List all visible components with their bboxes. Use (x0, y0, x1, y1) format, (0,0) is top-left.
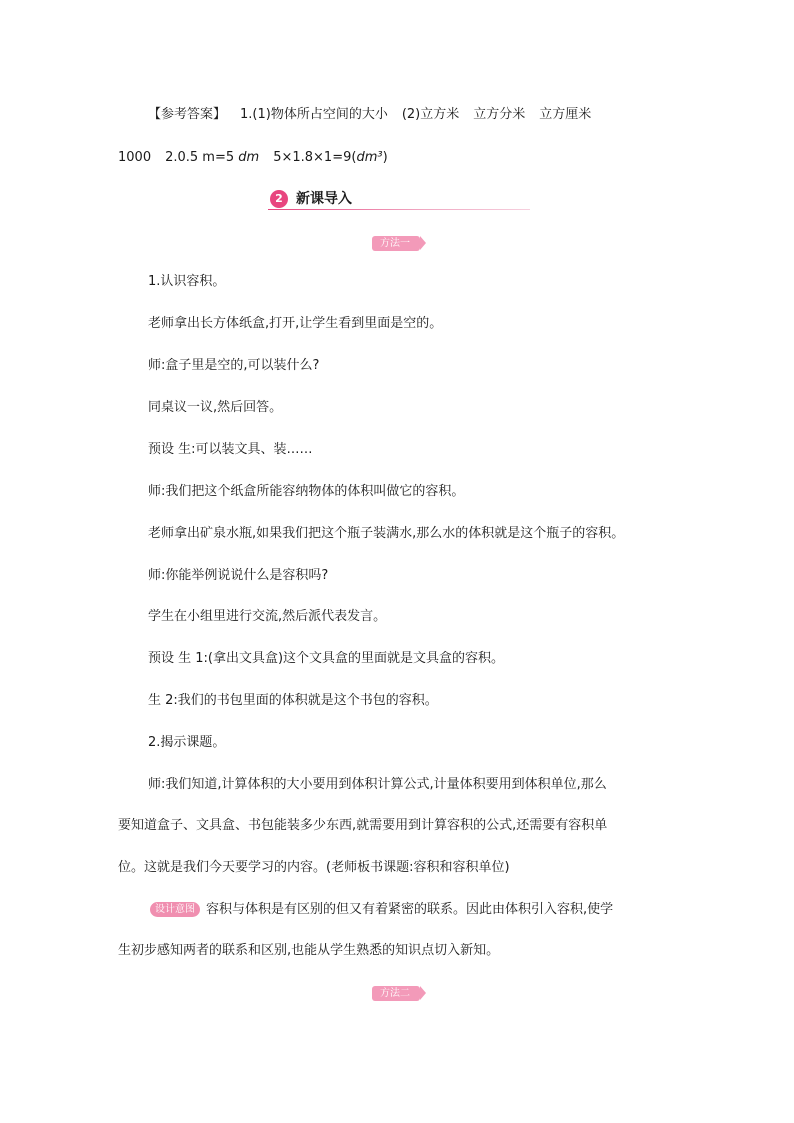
answer-close-paren: ) (382, 150, 388, 165)
answer-unit-dm3: 立方分米 (473, 107, 526, 122)
paragraph: 师:我们知道,计算体积的大小要用到体积计算公式,计量体积要用到体积单位,那么 (148, 777, 607, 792)
paragraph: 位。这就是我们今天要学习的内容。(老师板书课题:容积和容积单位) (118, 860, 510, 875)
paragraph: 1.认识容积。 (148, 274, 226, 289)
section-title: 新课导入 (296, 191, 352, 207)
answer-q1-2: (2)立方米 (401, 107, 460, 122)
paragraph: 生 2:我们的书包里面的体积就是这个书包的容积。 (148, 693, 438, 708)
reference-answer-line-2 (118, 148, 388, 168)
paragraph: 要知道盒子、文具盒、书包能装多少东西,就需要用到计算容积的公式,还需要有容积单 (118, 818, 608, 833)
paragraph: 容积与体积是有区别的但又有着紧密的联系。因此由体积引入容积,使学 (206, 902, 614, 917)
paragraph: 2.揭示课题。 (148, 735, 226, 750)
answer-unit-dm: dm (238, 150, 260, 165)
paragraph: 师:你能举例说说什么是容积吗? (148, 568, 329, 583)
paragraph: 预设 生 1:(拿出文具盒)这个文具盒的里面就是文具盒的容积。 (148, 651, 505, 666)
answer-1000: 1000 (118, 150, 152, 165)
design-intent-tag: 设计意图 (150, 902, 200, 917)
method-two-tag: 方法二 (372, 986, 420, 1001)
paragraph: 师:我们把这个纸盒所能容纳物体的体积叫做它的容积。 (148, 484, 465, 499)
section-divider (268, 209, 530, 210)
reference-answer-line-1 (148, 105, 591, 125)
answer-q1: 1.(1)物体所占空间的大小 (240, 107, 388, 122)
answer-q2-convert: 2.0.5 m=5 (165, 150, 235, 165)
reference-answer-label: 【参考答案】 (148, 107, 227, 122)
paragraph: 预设 生:可以装文具、装…… (148, 442, 313, 457)
answer-q2-volume: 5×1.8×1=9( (273, 150, 357, 165)
paragraph: 师:盒子里是空的,可以装什么? (148, 358, 320, 373)
section-number-badge: 2 (270, 190, 288, 208)
design-intent-line (150, 900, 613, 920)
paragraph: 老师拿出矿泉水瓶,如果我们把这个瓶子装满水,那么水的体积就是这个瓶子的容积。 (148, 526, 625, 541)
answer-unit-cm3: 立方厘米 (539, 107, 592, 122)
paragraph: 老师拿出长方体纸盒,打开,让学生看到里面是空的。 (148, 316, 443, 331)
answer-unit-dm-cubed: dm³ (356, 150, 383, 165)
paragraph: 同桌议一议,然后回答。 (148, 400, 283, 415)
method-one-tag: 方法一 (372, 236, 420, 251)
paragraph: 学生在小组里进行交流,然后派代表发言。 (148, 609, 387, 624)
paragraph: 生初步感知两者的联系和区别,也能从学生熟悉的知识点切入新知。 (118, 943, 500, 958)
